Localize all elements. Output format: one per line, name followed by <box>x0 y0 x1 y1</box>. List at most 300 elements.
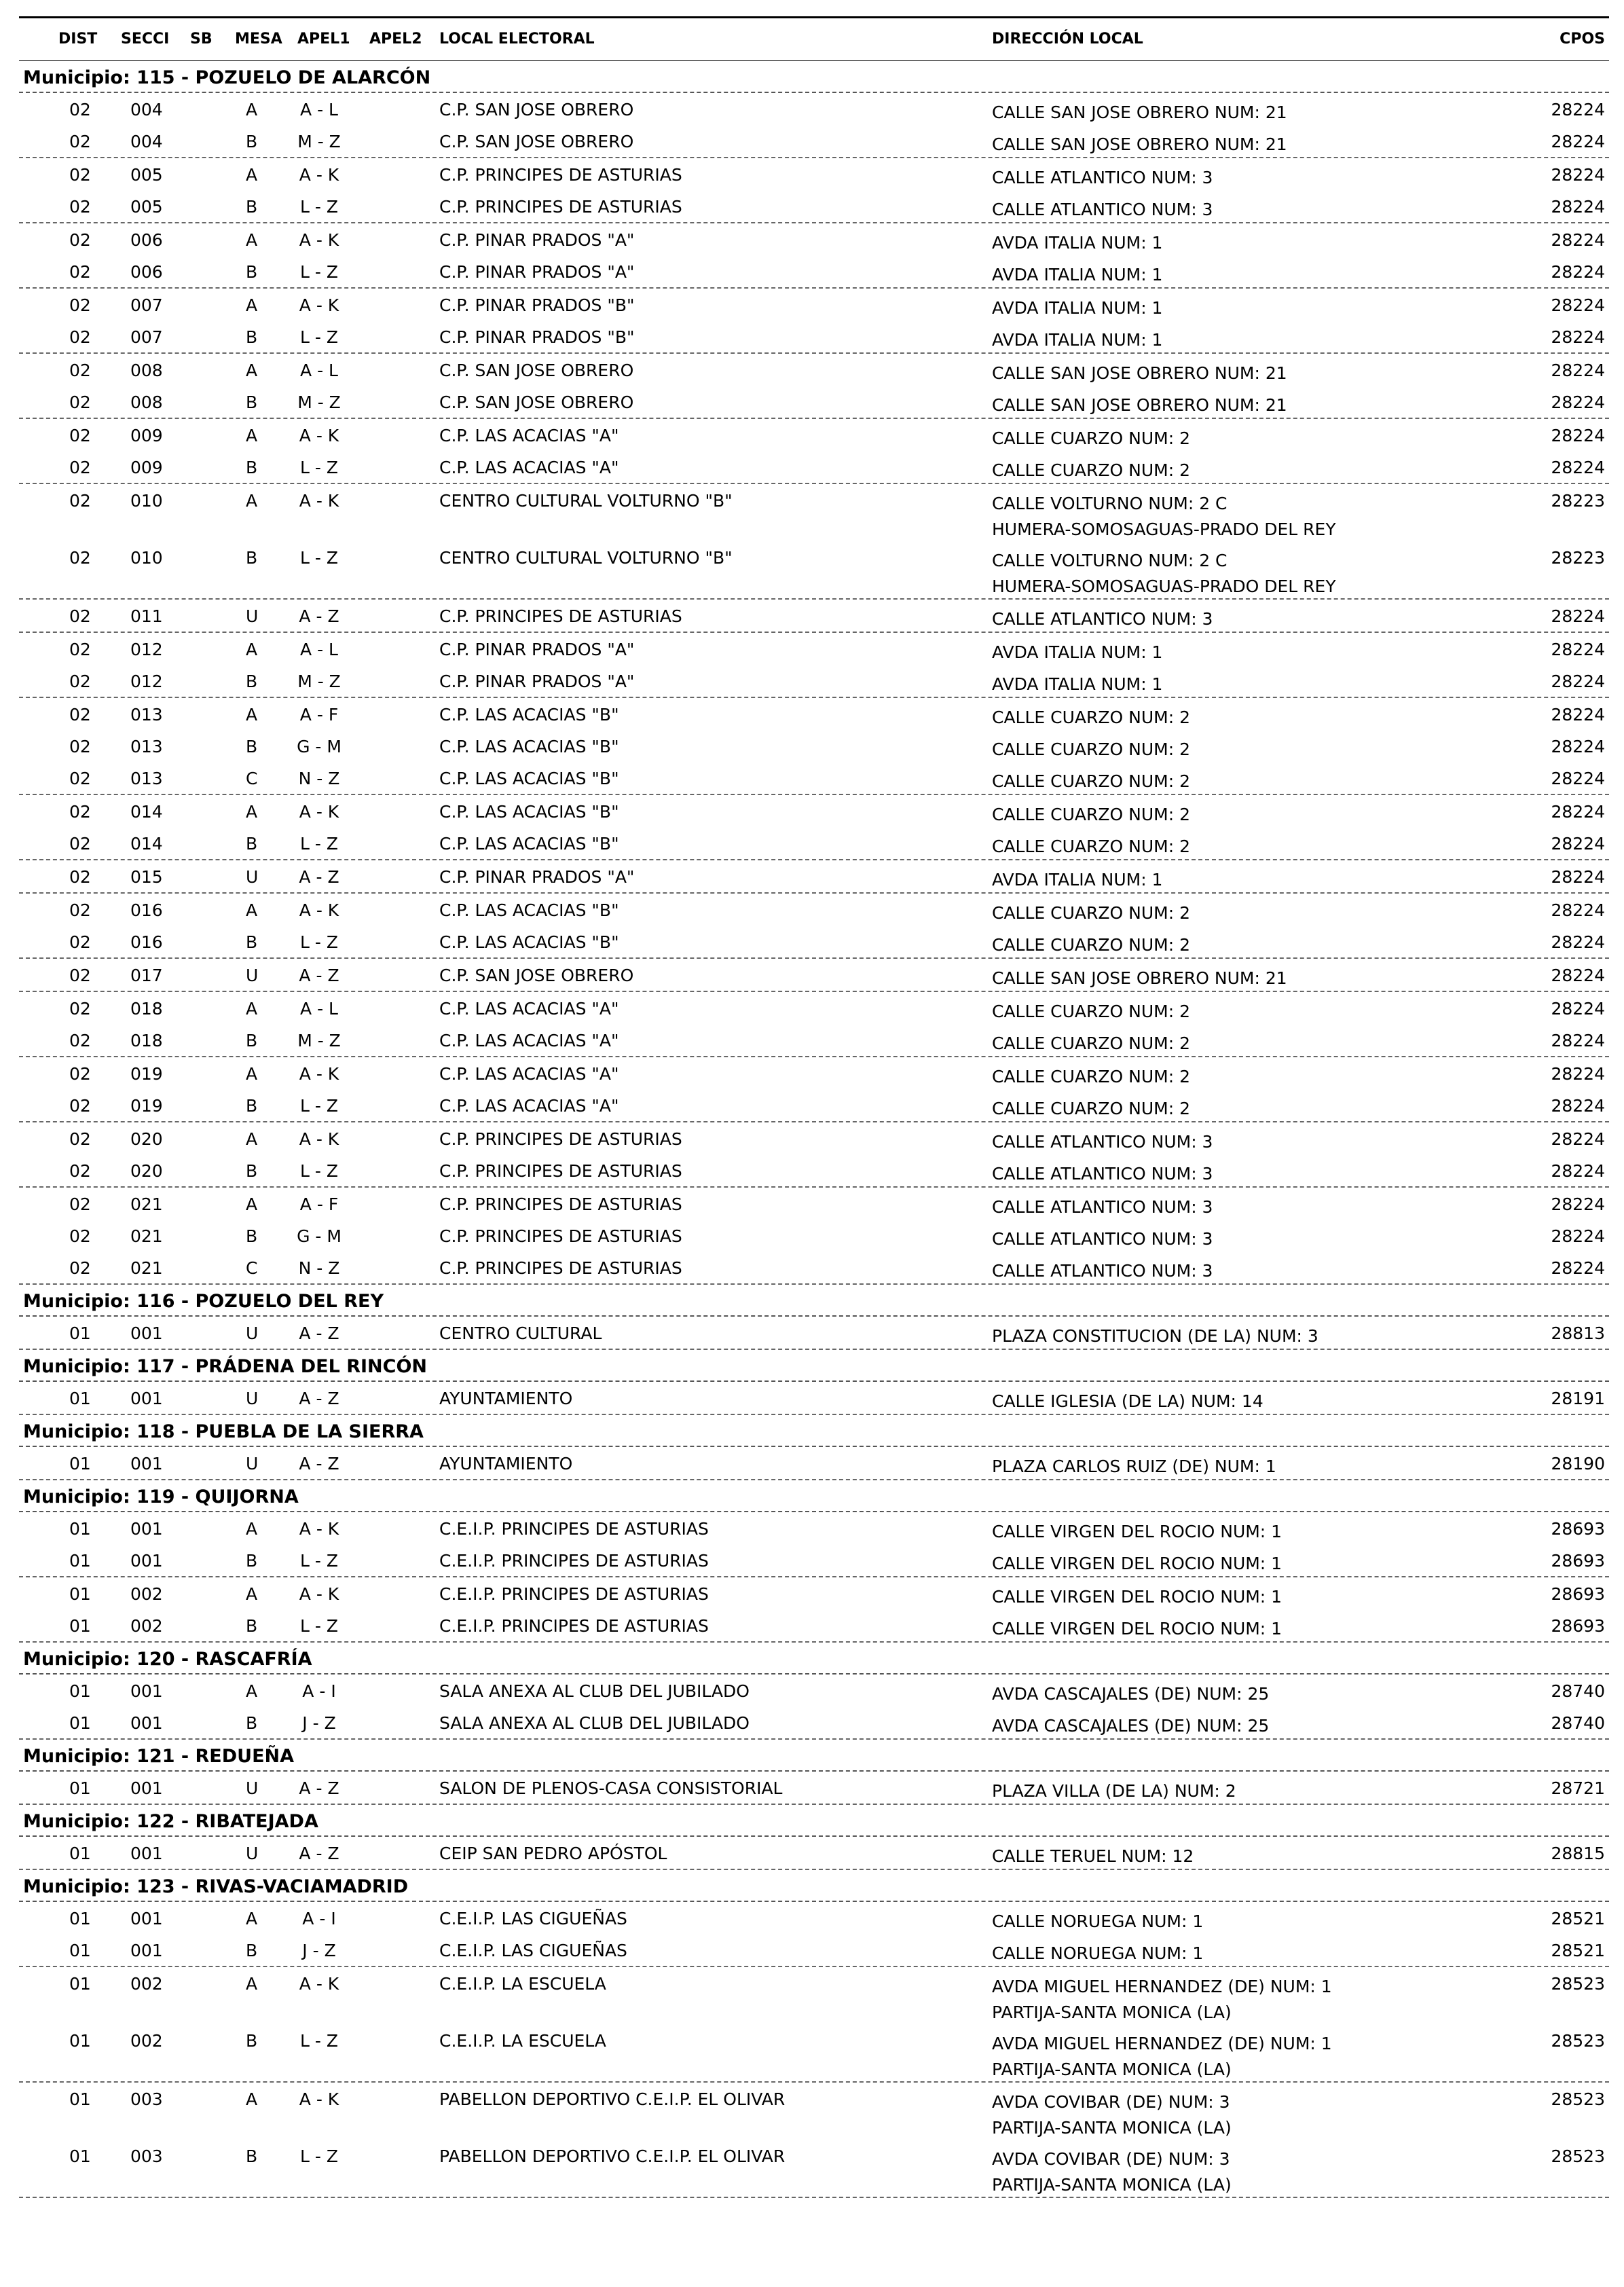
table-row <box>19 1609 1609 1641</box>
dist-cell: 02 <box>69 640 91 659</box>
dist-cell: 02 <box>69 1129 91 1149</box>
local-cell: C.P. SAN JOSE OBRERO <box>439 100 634 120</box>
table-row <box>19 321 1609 352</box>
section-group <box>19 600 1609 633</box>
table-row <box>19 1220 1609 1251</box>
direccion-cell: CALLE SAN JOSE OBRERO NUM: 21 <box>992 103 1287 122</box>
table-row <box>19 484 1609 541</box>
mesa-cell: A <box>246 165 258 185</box>
dist-cell: 02 <box>69 458 91 477</box>
apel-cell: A - I <box>302 1909 336 1928</box>
apel-cell: M - Z <box>297 392 341 412</box>
mesa-cell: B <box>246 834 258 854</box>
direccion-cell: CALLE VIRGEN DEL ROCIO NUM: 1 <box>992 1554 1282 1573</box>
mesa-cell: A <box>246 1519 258 1539</box>
secci-cell: 001 <box>130 1551 163 1571</box>
cpos-cell: 28190 <box>1551 1454 1605 1474</box>
mesa-cell: A <box>246 295 258 315</box>
direccion-cell: CALLE CUARZO NUM: 2 <box>992 428 1190 448</box>
mesa-cell: B <box>246 392 258 412</box>
local-cell: AYUNTAMIENTO <box>439 1454 573 1474</box>
dist-cell: 02 <box>69 606 91 626</box>
municipio-header <box>19 1805 1609 1837</box>
apel-cell: A - K <box>299 900 339 920</box>
direccion-cell: CALLE CUARZO NUM: 2 <box>992 1099 1190 1118</box>
section-group <box>19 1772 1609 1805</box>
municipio-header <box>19 61 1609 93</box>
mesa-cell: U <box>246 1389 259 1408</box>
mesa-cell: U <box>246 1778 259 1798</box>
secci-cell: 021 <box>130 1226 163 1246</box>
table-row <box>19 1382 1609 1414</box>
table-row <box>19 190 1609 222</box>
secci-cell: 010 <box>130 491 163 511</box>
secci-cell: 004 <box>130 132 163 151</box>
header-secci: SECCI <box>121 31 170 48</box>
table-row <box>19 386 1609 418</box>
apel-cell: A - K <box>299 295 339 315</box>
direccion-cell: CALLE CUARZO NUM: 2 <box>992 771 1190 791</box>
table-row <box>19 125 1609 157</box>
table-row <box>19 1154 1609 1186</box>
secci-cell: 001 <box>130 1941 163 1960</box>
direccion-cell: CALLE VIRGEN DEL ROCIO NUM: 1 <box>992 1587 1282 1607</box>
local-cell: CENTRO CULTURAL <box>439 1323 602 1343</box>
local-cell: C.P. SAN JOSE OBRERO <box>439 132 634 151</box>
dist-cell: 02 <box>69 966 91 985</box>
secci-cell: 006 <box>130 262 163 282</box>
secci-cell: 021 <box>130 1194 163 1214</box>
local-cell: C.P. LAS ACACIAS "A" <box>439 426 619 445</box>
table-body <box>19 61 1609 2198</box>
table-row <box>19 541 1609 598</box>
apel-cell: A - K <box>299 1519 339 1539</box>
section-group <box>19 484 1609 600</box>
dist-cell: 01 <box>69 1713 91 1733</box>
dist-cell: 02 <box>69 999 91 1019</box>
cpos-cell: 28224 <box>1551 640 1605 659</box>
local-cell: SALA ANEXA AL CLUB DEL JUBILADO <box>439 1713 750 1733</box>
direccion-cell: CALLE ATLANTICO NUM: 3 <box>992 1197 1213 1217</box>
mesa-cell: B <box>246 327 258 347</box>
local-cell: C.E.I.P. LAS CIGUEÑAS <box>439 1909 627 1928</box>
apel-cell: A - K <box>299 1064 339 1084</box>
cpos-cell: 28224 <box>1551 1194 1605 1214</box>
local-cell: C.P. PINAR PRADOS "A" <box>439 262 635 282</box>
direccion-cell: CALLE IGLESIA (DE LA) NUM: 14 <box>992 1391 1263 1411</box>
mesa-cell: U <box>246 867 259 887</box>
secci-cell: 012 <box>130 672 163 691</box>
header-local: LOCAL ELECTORAL <box>439 31 595 48</box>
mesa-cell: B <box>246 132 258 151</box>
local-cell: C.P. PINAR PRADOS "B" <box>439 327 635 347</box>
cpos-cell: 28224 <box>1551 458 1605 477</box>
secci-cell: 013 <box>130 705 163 725</box>
secci-cell: 010 <box>130 548 163 568</box>
direccion-cell: CALLE ATLANTICO NUM: 3 <box>992 609 1213 629</box>
cpos-cell: 28224 <box>1551 1161 1605 1181</box>
cpos-cell: 28693 <box>1551 1584 1605 1604</box>
dist-cell: 01 <box>69 1389 91 1408</box>
local-cell: C.E.I.P. PRINCIPES DE ASTURIAS <box>439 1584 709 1604</box>
section-group <box>19 633 1609 698</box>
cpos-cell: 28224 <box>1551 426 1605 445</box>
secci-cell: 007 <box>130 327 163 347</box>
table-row <box>19 1544 1609 1576</box>
local-cell: C.P. LAS ACACIAS "B" <box>439 737 619 756</box>
apel-cell: L - Z <box>300 1161 338 1181</box>
direccion-cell: CALLE VIRGEN DEL ROCIO NUM: 1 <box>992 1522 1282 1541</box>
direccion-cell: CALLE CUARZO NUM: 2 <box>992 837 1190 856</box>
secci-cell: 020 <box>130 1129 163 1149</box>
section-group <box>19 1837 1609 1870</box>
dist-cell: 02 <box>69 295 91 315</box>
dist-cell: 02 <box>69 426 91 445</box>
apel-cell: L - Z <box>300 262 338 282</box>
cpos-cell: 28521 <box>1551 1909 1605 1928</box>
local-cell: C.P. PRINCIPES DE ASTURIAS <box>439 606 682 626</box>
table-row <box>19 959 1609 991</box>
apel-cell: M - Z <box>297 132 341 151</box>
dist-cell: 02 <box>69 197 91 217</box>
direccion-cell: CALLE CUARZO NUM: 2 <box>992 1067 1190 1086</box>
direccion-cell: CALLE ATLANTICO NUM: 3 <box>992 1261 1213 1281</box>
table-row <box>19 1024 1609 1056</box>
table-row <box>19 1251 1609 1283</box>
dist-cell: 01 <box>69 1551 91 1571</box>
mesa-cell: A <box>246 999 258 1019</box>
cpos-cell: 28224 <box>1551 900 1605 920</box>
apel-cell: L - Z <box>300 327 338 347</box>
direccion-cell: CALLE SAN JOSE OBRERO NUM: 21 <box>992 968 1287 988</box>
local-cell: C.E.I.P. PRINCIPES DE ASTURIAS <box>439 1519 709 1539</box>
table-row <box>19 1512 1609 1544</box>
column-header-row <box>19 16 1609 61</box>
direccion-cell: CALLE ATLANTICO NUM: 3 <box>992 1132 1213 1152</box>
dist-cell: 01 <box>69 1584 91 1604</box>
mesa-cell: B <box>246 458 258 477</box>
cpos-cell: 28740 <box>1551 1713 1605 1733</box>
secci-cell: 005 <box>130 165 163 185</box>
direccion-cell: AVDA ITALIA NUM: 1 <box>992 642 1163 662</box>
cpos-cell: 28223 <box>1551 491 1605 511</box>
apel-cell: J - Z <box>302 1941 336 1960</box>
secci-cell: 007 <box>130 295 163 315</box>
mesa-cell: B <box>246 1226 258 1246</box>
dist-cell: 02 <box>69 1258 91 1278</box>
dist-cell: 02 <box>69 932 91 952</box>
local-cell: C.P. LAS ACACIAS "B" <box>439 769 619 788</box>
mesa-cell: B <box>246 1941 258 1960</box>
section-group <box>19 223 1609 289</box>
mesa-cell: A <box>246 2089 258 2109</box>
municipio-header <box>19 1350 1609 1382</box>
cpos-cell: 28523 <box>1551 2031 1605 2051</box>
municipio-header <box>19 1415 1609 1447</box>
direccion-cell: CALLE VIRGEN DEL ROCIO NUM: 1 <box>992 1619 1282 1639</box>
dist-cell: 02 <box>69 548 91 568</box>
mesa-cell: A <box>246 426 258 445</box>
secci-cell: 015 <box>130 867 163 887</box>
secci-cell: 014 <box>130 802 163 822</box>
mesa-cell: B <box>246 932 258 952</box>
local-cell: CENTRO CULTURAL VOLTURNO "B" <box>439 548 733 568</box>
table-row <box>19 1967 1609 2024</box>
cpos-cell: 28224 <box>1551 999 1605 1019</box>
secci-cell: 001 <box>130 1389 163 1408</box>
local-cell: C.P. PINAR PRADOS "A" <box>439 867 635 887</box>
table-row <box>19 2024 1609 2081</box>
table-row <box>19 93 1609 125</box>
apel-cell: A - Z <box>299 1454 339 1474</box>
table-row <box>19 255 1609 287</box>
mesa-cell: A <box>246 1129 258 1149</box>
mesa-cell: B <box>246 2146 258 2166</box>
direccion-cell: CALLE SAN JOSE OBRERO NUM: 21 <box>992 363 1287 383</box>
mesa-cell: C <box>246 769 258 788</box>
direccion-cell: PLAZA CARLOS RUIZ (DE) NUM: 1 <box>992 1457 1276 1476</box>
direccion-cell: AVDA ITALIA NUM: 1 <box>992 674 1163 694</box>
local-cell: C.P. LAS ACACIAS "B" <box>439 705 619 725</box>
secci-cell: 019 <box>130 1096 163 1116</box>
mesa-cell: A <box>246 1974 258 1994</box>
table-row <box>19 1089 1609 1121</box>
local-cell: C.P. PRINCIPES DE ASTURIAS <box>439 1129 682 1149</box>
apel-cell: M - Z <box>297 1031 341 1050</box>
dist-cell: 02 <box>69 900 91 920</box>
local-cell: CEIP SAN PEDRO APÓSTOL <box>439 1844 667 1863</box>
section-group <box>19 1675 1609 1740</box>
section-group <box>19 289 1609 354</box>
dist-cell: 01 <box>69 1681 91 1701</box>
secci-cell: 005 <box>130 197 163 217</box>
municipio-header <box>19 1870 1609 1902</box>
cpos-cell: 28740 <box>1551 1681 1605 1701</box>
table-row <box>19 894 1609 926</box>
cpos-cell: 28224 <box>1551 295 1605 315</box>
cpos-cell: 28224 <box>1551 197 1605 217</box>
local-cell: C.E.I.P. LA ESCUELA <box>439 2031 606 2051</box>
section-group <box>19 1577 1609 1643</box>
mesa-cell: A <box>246 705 258 725</box>
dist-cell: 01 <box>69 1974 91 1994</box>
direccion-cell: CALLE TERUEL NUM: 12 <box>992 1846 1194 1866</box>
apel-cell: A - Z <box>299 966 339 985</box>
direccion-cell: PLAZA CONSTITUCION (DE LA) NUM: 3 <box>992 1326 1318 1346</box>
cpos-cell: 28224 <box>1551 769 1605 788</box>
table-row <box>19 730 1609 762</box>
local-cell: C.P. LAS ACACIAS "A" <box>439 1064 619 1084</box>
municipio-header <box>19 1740 1609 1772</box>
secci-cell: 003 <box>130 2089 163 2109</box>
apel-cell: L - Z <box>300 2146 338 2166</box>
dist-cell: 02 <box>69 100 91 120</box>
table-row <box>19 2140 1609 2197</box>
apel-cell: A - Z <box>299 1389 339 1408</box>
dist-cell: 01 <box>69 1941 91 1960</box>
cpos-cell: 28224 <box>1551 1064 1605 1084</box>
table-row <box>19 1837 1609 1869</box>
cpos-cell: 28224 <box>1551 1129 1605 1149</box>
local-cell: C.P. PRINCIPES DE ASTURIAS <box>439 1161 682 1181</box>
cpos-cell: 28224 <box>1551 361 1605 380</box>
local-cell: SALON DE PLENOS-CASA CONSISTORIAL <box>439 1778 783 1798</box>
table-row <box>19 600 1609 632</box>
cpos-cell: 28224 <box>1551 802 1605 822</box>
direccion-cell: CALLE CUARZO NUM: 2 <box>992 1002 1190 1021</box>
cpos-cell: 28223 <box>1551 548 1605 568</box>
cpos-cell: 28523 <box>1551 1974 1605 1994</box>
cpos-cell: 28224 <box>1551 672 1605 691</box>
header-mesa: MESA <box>235 31 282 48</box>
mesa-cell: B <box>246 2031 258 2051</box>
section-group <box>19 1902 1609 1967</box>
section-group <box>19 1967 1609 2083</box>
secci-cell: 002 <box>130 1616 163 1636</box>
apel-cell: A - F <box>299 705 339 725</box>
dist-cell: 02 <box>69 769 91 788</box>
local-cell: C.P. PRINCIPES DE ASTURIAS <box>439 1226 682 1246</box>
section-group <box>19 419 1609 484</box>
direccion-cell: CALLE ATLANTICO NUM: 3 <box>992 168 1213 187</box>
direccion-cell: CALLE CUARZO NUM: 2 <box>992 708 1190 727</box>
table-row <box>19 158 1609 190</box>
local-cell: C.E.I.P. LAS CIGUEÑAS <box>439 1941 627 1960</box>
local-cell: C.P. PINAR PRADOS "B" <box>439 295 635 315</box>
cpos-cell: 28693 <box>1551 1616 1605 1636</box>
dist-cell: 02 <box>69 672 91 691</box>
cpos-cell: 28224 <box>1551 1258 1605 1278</box>
dist-cell: 01 <box>69 1454 91 1474</box>
secci-cell: 008 <box>130 392 163 412</box>
secci-cell: 018 <box>130 1031 163 1050</box>
secci-cell: 001 <box>130 1323 163 1343</box>
section-group <box>19 93 1609 158</box>
secci-cell: 020 <box>130 1161 163 1181</box>
mesa-cell: U <box>246 1844 259 1863</box>
municipio-header <box>19 1643 1609 1675</box>
secci-cell: 001 <box>130 1519 163 1539</box>
local-cell: C.P. PRINCIPES DE ASTURIAS <box>439 1194 682 1214</box>
local-cell: C.P. PINAR PRADOS "A" <box>439 230 635 250</box>
mesa-cell: B <box>246 1713 258 1733</box>
cpos-cell: 28693 <box>1551 1519 1605 1539</box>
apel-cell: A - K <box>299 1129 339 1149</box>
mesa-cell: A <box>246 230 258 250</box>
dist-cell: 02 <box>69 262 91 282</box>
apel-cell: M - Z <box>297 672 341 691</box>
mesa-cell: A <box>246 640 258 659</box>
dist-cell: 01 <box>69 1519 91 1539</box>
mesa-cell: A <box>246 1681 258 1701</box>
cpos-cell: 28224 <box>1551 834 1605 854</box>
table-row <box>19 633 1609 665</box>
header-sb: SB <box>190 31 213 48</box>
apel-cell: A - K <box>299 802 339 822</box>
dist-cell: 01 <box>69 1616 91 1636</box>
municipio-title: Municipio: 118 - PUEBLA DE LA SIERRA <box>23 1421 424 1442</box>
secci-cell: 001 <box>130 1713 163 1733</box>
secci-cell: 008 <box>130 361 163 380</box>
dist-cell: 01 <box>69 2031 91 2051</box>
local-cell: AYUNTAMIENTO <box>439 1389 573 1408</box>
apel-cell: A - K <box>299 426 339 445</box>
municipio-title: Municipio: 120 - RASCAFRÍA <box>23 1649 312 1670</box>
section-group <box>19 1057 1609 1122</box>
dist-cell: 02 <box>69 327 91 347</box>
direccion-cell: AVDA ITALIA NUM: 1 <box>992 298 1163 318</box>
direccion-cell: CALLE CUARZO NUM: 2 <box>992 739 1190 759</box>
secci-cell: 009 <box>130 426 163 445</box>
section-group <box>19 860 1609 894</box>
secci-cell: 021 <box>130 1258 163 1278</box>
secci-cell: 016 <box>130 932 163 952</box>
local-cell: C.P. LAS ACACIAS "A" <box>439 999 619 1019</box>
table-row <box>19 354 1609 386</box>
local-cell: PABELLON DEPORTIVO C.E.I.P. EL OLIVAR <box>439 2146 786 2166</box>
mesa-cell: A <box>246 100 258 120</box>
municipio-title: Municipio: 117 - PRÁDENA DEL RINCÓN <box>23 1356 428 1377</box>
secci-cell: 006 <box>130 230 163 250</box>
apel-cell: A - Z <box>299 1323 339 1343</box>
apel-cell: L - Z <box>300 2031 338 2051</box>
municipio-title: Municipio: 121 - REDUEÑA <box>23 1746 295 1767</box>
dist-cell: 02 <box>69 230 91 250</box>
mesa-cell: B <box>246 1616 258 1636</box>
dist-cell: 02 <box>69 1161 91 1181</box>
table-row <box>19 451 1609 483</box>
mesa-cell: B <box>246 548 258 568</box>
apel-cell: A - L <box>300 361 338 380</box>
apel-cell: A - K <box>299 230 339 250</box>
cpos-cell: 28523 <box>1551 2146 1605 2166</box>
section-group <box>19 894 1609 959</box>
local-cell: C.E.I.P. PRINCIPES DE ASTURIAS <box>439 1616 709 1636</box>
apel-cell: A - L <box>300 640 338 659</box>
direccion-cell: CALLE CUARZO NUM: 2 <box>992 903 1190 923</box>
cpos-cell: 28815 <box>1551 1844 1605 1863</box>
apel-cell: N - Z <box>298 1258 340 1278</box>
table-row <box>19 1902 1609 1934</box>
cpos-cell: 28523 <box>1551 2089 1605 2109</box>
apel-cell: A - K <box>299 165 339 185</box>
direccion-cell: CALLE NORUEGA NUM: 1 <box>992 1943 1204 1963</box>
direccion-cell: CALLE VOLTURNO NUM: 2 C HUMERA-SOMOSAGUAS-PRADO DEL REY <box>992 494 1336 539</box>
section-group <box>19 1188 1609 1285</box>
apel-cell: A - K <box>299 2089 339 2109</box>
cpos-cell: 28224 <box>1551 966 1605 985</box>
electoral-table <box>19 16 1609 2198</box>
mesa-cell: U <box>246 1323 259 1343</box>
local-cell: C.E.I.P. PRINCIPES DE ASTURIAS <box>439 1551 709 1571</box>
apel-cell: L - Z <box>300 458 338 477</box>
direccion-cell: CALLE CUARZO NUM: 2 <box>992 1033 1190 1053</box>
secci-cell: 004 <box>130 100 163 120</box>
table-row <box>19 419 1609 451</box>
secci-cell: 001 <box>130 1844 163 1863</box>
local-cell: C.P. LAS ACACIAS "B" <box>439 900 619 920</box>
table-row <box>19 2083 1609 2140</box>
section-group <box>19 2083 1609 2198</box>
municipio-title: Municipio: 115 - POZUELO DE ALARCÓN <box>23 67 431 88</box>
local-cell: C.P. PRINCIPES DE ASTURIAS <box>439 197 682 217</box>
local-cell: C.P. LAS ACACIAS "B" <box>439 802 619 822</box>
cpos-cell: 28224 <box>1551 705 1605 725</box>
cpos-cell: 28224 <box>1551 100 1605 120</box>
mesa-cell: A <box>246 361 258 380</box>
mesa-cell: B <box>246 1096 258 1116</box>
table-row <box>19 1934 1609 1966</box>
